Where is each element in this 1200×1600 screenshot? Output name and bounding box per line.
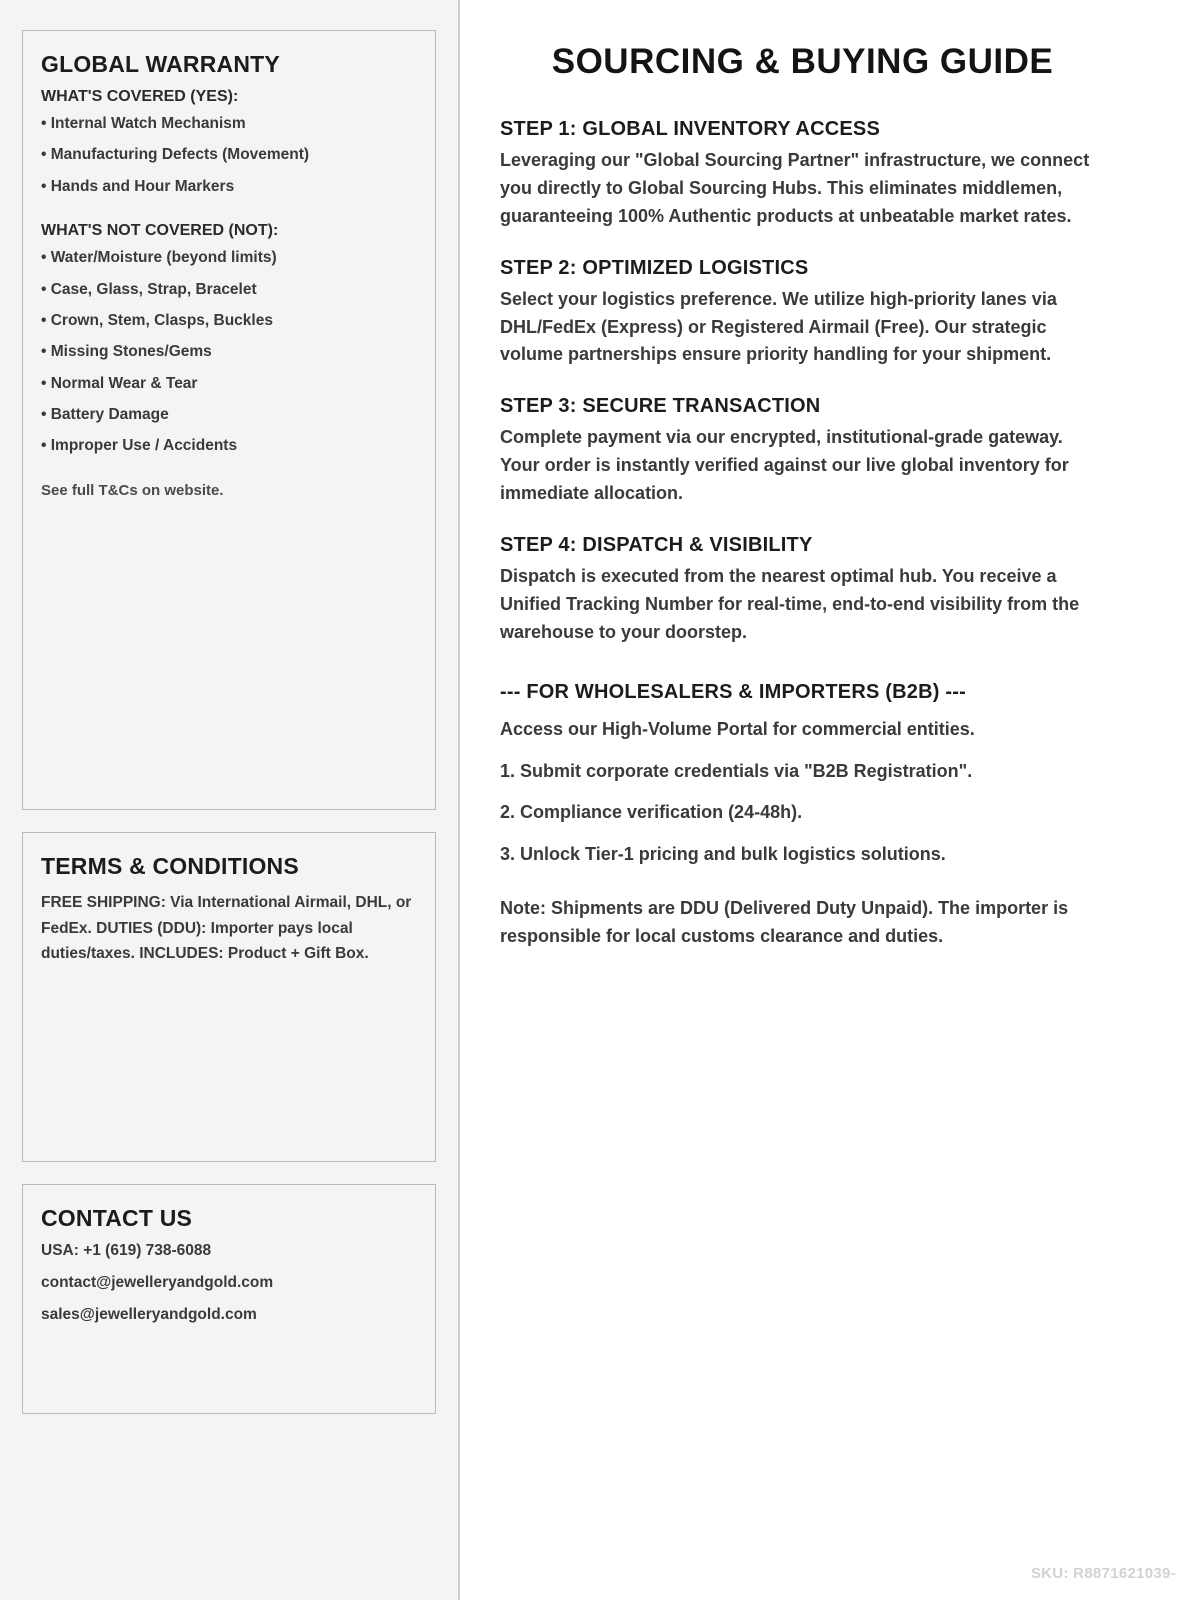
warranty-not-covered-item: • Battery Damage: [41, 406, 169, 423]
warranty-not-covered-item: • Water/Moisture (beyond limits): [41, 249, 277, 267]
guide-step-title: STEP 3: SECURE TRANSACTION: [500, 395, 821, 418]
guide-step: [500, 257, 1105, 370]
guide-step-title: STEP 1: GLOBAL INVENTORY ACCESS: [500, 118, 880, 140]
warranty-covered-item: • Hands and Hour Markers: [41, 177, 235, 195]
guide-column: [460, 0, 1200, 1600]
left-sidebar: [0, 0, 460, 1600]
b2b-note: Note: Shipments are DDU (Delivered Duty Unpaid). The importer is responsible for local customs clearance and duties.: [500, 898, 1069, 947]
page-title: SOURCING & BUYING GUIDE: [551, 42, 1054, 81]
contact-email-secondary[interactable]: sales@jewelleryandgold.com: [41, 1306, 257, 1323]
terms-body: FREE SHIPPING: Via International Airmail, DHL, or FedEx. DUTIES (DDU): Importer pays local duties/taxes. INCLUDES: Product + Gift Box.: [41, 894, 412, 963]
b2b-step: 1. Submit corporate credentials via "B2B Registration".: [500, 760, 973, 781]
contact-phone[interactable]: USA: +1 (619) 738-6088: [41, 1242, 212, 1259]
warranty-covered-item: • Manufacturing Defects (Movement): [41, 146, 310, 164]
guide-step-body: Select your logistics preference. We utilize high-priority lanes via DHL/FedEx (Express) or Registered Airmail (Free). Our strategic volume partnerships ensure priority handling for your shipment.: [500, 288, 1057, 365]
contact-panel: [22, 1184, 436, 1414]
warranty-not-covered-item: • Missing Stones/Gems: [41, 343, 212, 361]
warranty-not-covered-heading: WHAT'S NOT COVERED (NOT):: [41, 222, 279, 240]
b2b-step: 2. Compliance verification (24-48h).: [500, 802, 803, 823]
warranty-footer-note: See full T&Cs on website.: [41, 481, 224, 499]
warranty-not-covered-item: • Crown, Stem, Clasps, Buckles: [41, 311, 273, 329]
guide-step: [500, 395, 1105, 508]
b2b-intro: Access our High-Volume Portal for commercial entities.: [500, 718, 975, 739]
guide-step-title: STEP 4: DISPATCH & VISIBILITY: [500, 534, 813, 557]
guide-step-title: STEP 2: OPTIMIZED LOGISTICS: [500, 256, 809, 279]
guide-step-body: Leveraging our "Global Sourcing Partner" infrastructure, we connect you directly to Global Sourcing Hubs. This eliminates middlemen, guaranteeing 100% Authentic products at unbeatable market rates.: [500, 150, 1090, 226]
warranty-covered-item: • Internal Watch Mechanism: [41, 115, 246, 132]
guide-step-body: Dispatch is executed from the nearest optimal hub. You receive a Unified Tracking Number for real-time, end-to-end visibility from the warehouse to your doorstep.: [500, 566, 1080, 642]
warranty-not-covered-item: • Normal Wear & Tear: [41, 374, 198, 392]
terms-conditions-panel: [22, 832, 436, 1162]
guide-step: [500, 118, 1105, 231]
terms-title: TERMS & CONDITIONS: [41, 853, 299, 879]
b2b-section-title: --- FOR WHOLESALERS & IMPORTERS (B2B) ---: [500, 680, 966, 703]
guide-step: [500, 534, 1105, 647]
warranty-not-covered-item: • Case, Glass, Strap, Bracelet: [41, 280, 257, 298]
global-warranty-panel: [22, 30, 436, 810]
warranty-title: GLOBAL WARRANTY: [41, 51, 280, 77]
warranty-covered-heading: WHAT'S COVERED (YES):: [41, 88, 239, 105]
b2b-step: 3. Unlock Tier-1 pricing and bulk logistics solutions.: [500, 844, 946, 865]
guide-step-body: Complete payment via our encrypted, institutional-grade gateway. Your order is instantly verified against our live global inventory for immediate allocation.: [500, 427, 1069, 504]
contact-title: CONTACT US: [41, 1205, 193, 1231]
contact-email-primary[interactable]: contact@jewelleryandgold.com: [41, 1274, 274, 1291]
sku-label: SKU: R8871621039-: [1030, 1565, 1176, 1582]
warranty-not-covered-item: • Improper Use / Accidents: [41, 437, 238, 455]
